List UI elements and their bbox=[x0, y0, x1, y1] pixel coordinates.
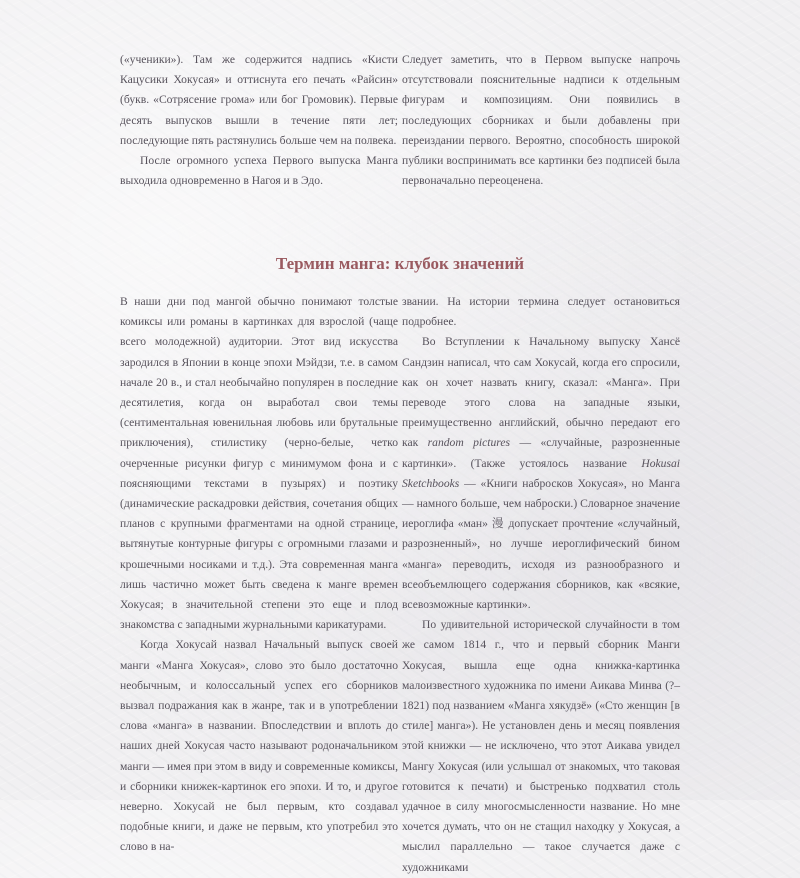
top-left-column bbox=[120, 50, 398, 191]
bottom-right-column bbox=[402, 292, 680, 878]
italic-term: Hokusai Sketchbooks bbox=[402, 456, 680, 490]
text-run: — «случайные, разрозненные картинки». (Также устоялось название bbox=[402, 436, 680, 470]
text-run: Во Вступлении к Начальному выпуску Хансё Сандзин написал, что сам Хокусай, когда его спросили, как он хочет назвать книгу, сказал: «Манга». При переводе этого слова на западные языки, преимущественно английский, обычно передают его как bbox=[402, 335, 680, 450]
paragraph: После огромного успеха Первого выпуска Манга выходила одновременно в Нагоя и в Эдо. bbox=[120, 154, 398, 188]
paragraph: звании. На истории термина следует остановиться подробнее. bbox=[402, 295, 680, 329]
section-heading: Термин манга: клубок значений bbox=[275, 254, 525, 273]
paragraph bbox=[402, 332, 680, 615]
text-run: — «Книги набросков Хокусая», но Манга — намного больше, чем наброски.) Словарное значение иероглифа «ман» 漫 допускает прочтение «случайный, разрозненный», но лучше иероглифический бином «манга» переводить, исходя из разнообразного и всеобъемлющего содержания сборников, как «всякие, всевозможные картинки». bbox=[402, 476, 680, 612]
italic-term: random pictures bbox=[427, 436, 511, 450]
bottom-left-column bbox=[120, 292, 398, 858]
top-right-column bbox=[402, 50, 680, 191]
paragraph: Следует заметить, что в Первом выпуске напрочь отсутствовали пояснительные надписи к отдельным фигурам и композициям. Они появились в последующих сборниках и были добавлены при переиздании первого. Вероятно, способность широкой публики воспринимать все картинки без подписей была первоначально переоценена. bbox=[402, 53, 680, 188]
paragraph: Когда Хокусай назвал Начальный выпуск своей манги «Манга Хокусая», слово это было достаточно необычным, и колоссальный успех его сборников вызвал подражания как в жанре, так и в употреблении слова «манга» в названии. Впоследствии и вплоть до наших дней Хокусая часто называют родоначальником манги — имея при этом в виду и современные комиксы, и сборники книжек-картинок его эпохи. И то, и другое неверно. Хокусай не был первым, кто создавал подобные книги, и даже не первым, кто употребил это слово в на- bbox=[120, 638, 398, 854]
paragraph: («ученики»). Там же содержится надпись «Кисти Кацусики Хокусая» и оттиснута его печать «Райсин» (букв. «Сотрясение грома» или бог Громовик). Первые десять выпусков вышли в течение пяти лет; последующие пять растянулись больше чем на полвека. bbox=[120, 53, 398, 147]
paragraph: В наши дни под мангой обычно понимают толстые комиксы или романы в картинках для взрослой (чаще всего молодежной) аудитории. Этот вид искусства зародился в Японии в конце эпохи Мэйдзи, т.е. в самом начале 20 в., и стал необычайно популярен в последние десятилетия, когда он выработал свои темы (сентиментальная ювенильная любовь или брутальные приключения), стилистику (черно-белые, четко очерченные рисунки фигур с минимумом фона и с поясняющими текстами в пузырях) и поэтику (динамические раскадровки действия, сочетания общих планов с крупными фрагментами на одной странице, вытянутые контурные фигуры с огромными глазами и крошечными носиками и т.д.). Эта современная манга лишь частично может быть сведена к манге времен Хокусая; в значительной степени это еще и плод знакомства с западными журнальными карикатурами. bbox=[120, 295, 398, 632]
paragraph: По удивительной исторической случайности в том же самом 1814 г., что и первый сборник Манги Хокусая, вышла еще одна книжка-картинка малоизвестного художника по имени Аикава Минва (?–1821) под названием «Манга хякудзё» («Сто женщин [в стиле] манга»). Не установлен день и месяц появления этой книжки — не исключено, что этот Аикава увидел Мангу Хокусая (или услышал от знакомых, что таковая готовится к печати) и быстренько подхватил столь удачное в силу многосмысленности название. Но мне хочется думать, что он не стащил находку у Хокусая, а мыслил параллельно — такое случается даже с художниками bbox=[402, 618, 680, 874]
